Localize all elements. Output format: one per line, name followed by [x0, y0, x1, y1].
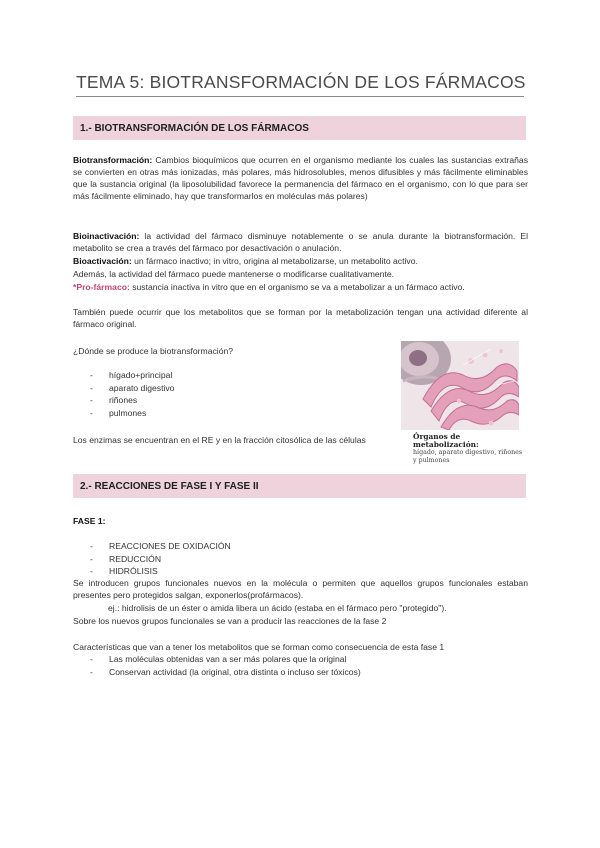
bioactivacion-text: un fármaco inactivo; in vitro, origina al metabolizarse, un metabolito activo. — [131, 256, 418, 266]
list-item: - riñones — [90, 395, 138, 406]
profarmaco-term: *Pro-fármaco: — [73, 282, 130, 292]
list-item: - hígado+principal — [90, 370, 173, 380]
tambien-paragraph: También puede ocurrir que los metabolitos que se forman por la metabolización tengan una actividad diferente al fármaco original. — [73, 307, 528, 330]
profarmaco-text: sustancia inactiva in vitro que en el organismo se va a metabolizar a un fármaco activo. — [129, 282, 465, 292]
list-item: - HIDRÓLISIS — [90, 566, 158, 577]
cell-organelle-illustration — [401, 341, 519, 430]
caracteristicas-paragraph: Características que van a tener los metabolitos que se forman como consecuencia de esta fase 1 — [73, 642, 445, 652]
biotransformacion-text: Cambios bioquímicos que ocurren en el organismo mediante los cuales las sustancias extrañas se convierten en otras más ionizadas, más polares, más hidrosolubles, menos difusibles y más fácilmente eliminables que la sustancia original (la liposolubilidad favorece la permanencia del fármaco en el organismo, con lo que para ser más fácilmente eliminado, hay que transformarlos en moléculas más polares) — [73, 155, 528, 202]
ademas-paragraph: Además, la actividad del fármaco puede mantenerse o modificarse cualitativamente. — [73, 269, 395, 279]
list-item: - aparato digestivo — [90, 382, 175, 393]
reactions-list — [90, 540, 390, 578]
bioinactivacion-text: la actividad del fármaco disminuye notablemente o se anula durante la biotransformación. El metabolito se crea a través del fármaco por desactivación o anulación. — [73, 231, 528, 254]
bioinactivacion-term: Bioinactivación: — [73, 231, 140, 241]
section-1-heading: 1.- BIOTRANSFORMACIÓN DE LOS FÁRMACOS — [73, 116, 526, 140]
characteristics-list — [90, 653, 510, 678]
biotransformacion-term: Biotransformación: — [73, 155, 153, 165]
metabolism-organs-figure — [401, 341, 519, 430]
list-item: - Las moléculas obtenidas van a ser más polares que la original — [90, 654, 347, 664]
fase-1-sobre-paragraph: Sobre los nuevos grupos funcionales se van a producir las reacciones de la fase 2 — [73, 616, 387, 626]
figure-caption — [413, 433, 523, 465]
fase-1-label: FASE 1: — [73, 516, 106, 526]
enzymes-paragraph: Los enzimas se encuentran en el RE y en la fracción citosólica de las células — [73, 435, 366, 445]
list-item: - Conservan actividad (la original, otra distinta o incluso ser tóxicos) — [90, 666, 361, 677]
fase-1-intro-paragraph: Se introducen grupos funcionales nuevos en la molécula o permiten que aquellos grupos funcionales estaban presentes pero protegidos salgan, exponerlos(profármacos). — [73, 578, 528, 601]
bioactivacion-paragraph — [73, 255, 528, 267]
locations-list — [90, 369, 340, 420]
list-item: - pulmones — [90, 408, 147, 419]
biotransformacion-paragraph — [73, 154, 528, 202]
bioactivacion-term: Bioactivación: — [73, 256, 132, 266]
list-item: - REDUCCIÓN — [90, 553, 162, 564]
biotransformation-question: ¿Dónde se produce la biotransformación? — [73, 346, 234, 356]
fase-1-example: ej.: hidrolisis de un éster o amida libera un ácido (estaba en el fármaco pero "protegido"). — [108, 603, 447, 613]
figure-caption-title: Órganos de metabolización: — [413, 432, 479, 449]
figure-caption-subtitle: hígado, aparato digestivo, riñones y pulmones — [413, 449, 523, 464]
list-item: - REACCIONES DE OXIDACIÓN — [90, 541, 231, 551]
page-title: TEMA 5: BIOTRANSFORMACIÓN DE LOS FÁRMACOS — [76, 72, 526, 92]
bioinactivacion-paragraph — [73, 230, 528, 254]
profarmaco-paragraph — [73, 281, 528, 293]
section-2-heading: 2.- REACCIONES DE FASE I Y FASE II — [73, 474, 526, 498]
title-underline — [76, 96, 524, 97]
